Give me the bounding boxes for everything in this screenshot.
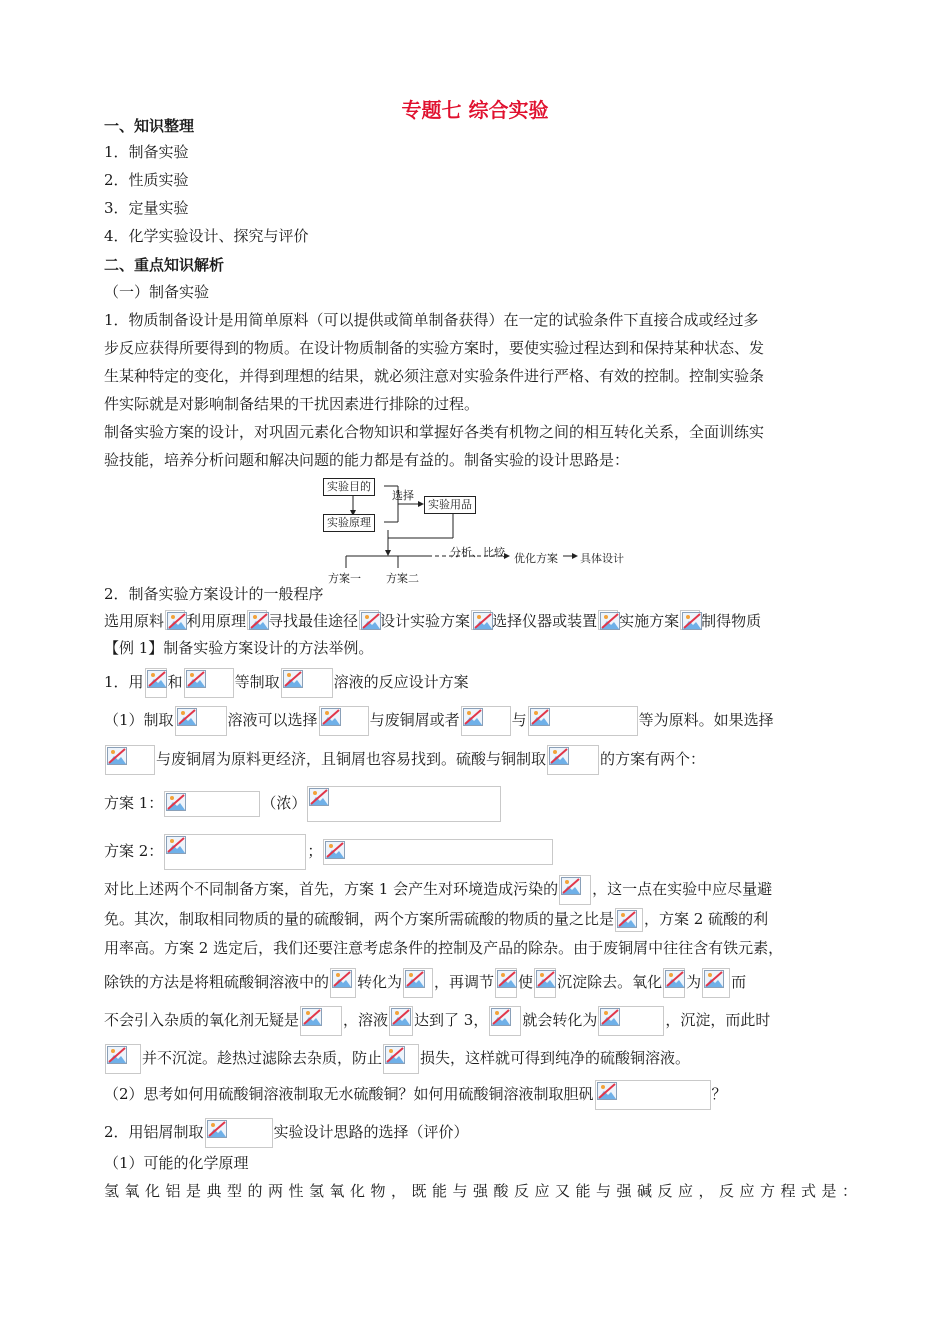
broken-image-icon bbox=[704, 970, 724, 988]
procedure-step: 寻找最佳途径 bbox=[268, 612, 359, 630]
text-fragment: ，这一点在实验中应尽量避 bbox=[592, 880, 773, 898]
text-fragment: 的方案有两个： bbox=[600, 750, 706, 768]
paragraph-line: 生某种特定的变化，并得到理想的结果，就必须注意对实验条件进行严格、有效的控制。控制实验条 bbox=[104, 367, 765, 385]
list-item: 2．性质实验 bbox=[104, 171, 189, 189]
broken-image-icon bbox=[283, 670, 303, 688]
broken-image-icon bbox=[167, 612, 187, 630]
text-fragment: 等制取 bbox=[234, 673, 280, 691]
paragraph-line bbox=[104, 875, 846, 905]
formula-image bbox=[389, 1006, 413, 1036]
broken-image-icon bbox=[186, 670, 206, 688]
broken-image-icon bbox=[207, 1120, 227, 1138]
paragraph-line: 验技能，培养分析问题和解决问题的能力都是有益的。制备实验的设计思路是： bbox=[104, 451, 630, 469]
formula-image bbox=[403, 968, 433, 998]
text-fragment: 转化为 bbox=[357, 973, 403, 991]
plan-label: 方案 1： bbox=[104, 794, 164, 812]
formula-image bbox=[702, 968, 730, 998]
formula-image bbox=[595, 1080, 711, 1110]
paragraph-line bbox=[104, 706, 846, 736]
text-fragment: （2）思考如何用硫酸铜溶液制取无水硫酸铜？如何用硫酸铜溶液制取胆矾 bbox=[104, 1085, 594, 1103]
text-fragment: 而 bbox=[731, 973, 747, 991]
broken-image-icon bbox=[107, 747, 127, 765]
broken-image-icon bbox=[385, 1046, 405, 1064]
arrow-image bbox=[680, 610, 700, 630]
formula-image bbox=[281, 668, 333, 698]
question-1-line bbox=[104, 668, 846, 698]
label-specific-design: 具体设计 bbox=[580, 552, 624, 565]
label-select: 选择 bbox=[392, 489, 414, 502]
procedure-step: 实施方案 bbox=[619, 612, 680, 630]
formula-image bbox=[615, 908, 643, 932]
broken-image-icon bbox=[321, 708, 341, 726]
paragraph-line: 步反应获得所要得到的物质。在设计物质制备的实验方案时，要使实验过程达到和保持某种状态、发 bbox=[104, 339, 765, 357]
text-fragment: ，再调节 bbox=[434, 973, 495, 991]
procedure-step: 制得物质 bbox=[701, 612, 762, 630]
procedure-steps bbox=[104, 610, 846, 631]
list-item: 3．定量实验 bbox=[104, 199, 189, 217]
broken-image-icon bbox=[463, 708, 483, 726]
formula-image bbox=[330, 968, 356, 998]
broken-image-icon bbox=[600, 612, 620, 630]
text-fragment: 为 bbox=[686, 973, 702, 991]
text-fragment: 等为原料。如果选择 bbox=[638, 711, 774, 729]
broken-image-icon bbox=[497, 970, 517, 988]
box-experiment-principle: 实验原理 bbox=[323, 514, 375, 532]
design-flow-diagram bbox=[318, 472, 638, 584]
formula-image bbox=[495, 968, 517, 998]
broken-image-icon bbox=[177, 708, 197, 726]
paragraph-line bbox=[104, 908, 846, 932]
section-heading-2: 二、重点知识解析 bbox=[104, 256, 225, 274]
paragraph-line: 件实际就是对影响制备结果的干扰因素进行排除的过程。 bbox=[104, 395, 480, 413]
text-fragment: 和 bbox=[167, 673, 183, 691]
procedure-step: 选择仪器或装置 bbox=[492, 612, 598, 630]
text-fragment: （浓） bbox=[261, 794, 307, 812]
label-plan-two: 方案二 bbox=[386, 572, 419, 585]
label-optimize-plan: 优化方案 bbox=[514, 552, 558, 565]
text-fragment: 溶液可以选择 bbox=[227, 711, 318, 729]
text-fragment: ，溶液 bbox=[343, 1011, 389, 1029]
paragraph-line bbox=[104, 1006, 846, 1036]
broken-image-icon bbox=[302, 1008, 322, 1026]
text-fragment: 实验设计思路的选择（评价） bbox=[273, 1123, 469, 1141]
text-fragment: 就会转化为 bbox=[522, 1011, 598, 1029]
broken-image-icon bbox=[107, 1046, 127, 1064]
broken-image-icon bbox=[561, 877, 581, 895]
broken-image-icon bbox=[665, 970, 685, 988]
text-fragment: ； bbox=[307, 842, 323, 860]
plan-1-line bbox=[104, 786, 846, 822]
list-item: 4．化学实验设计、探究与评价 bbox=[104, 227, 309, 245]
procedure-step: 设计实验方案 bbox=[380, 612, 471, 630]
text-fragment: 对比上述两个不同制备方案，首先，方案 1 会产生对环境造成污染的 bbox=[104, 880, 559, 898]
procedure-title: 2．制备实验方案设计的一般程序 bbox=[104, 585, 324, 603]
formula-image bbox=[663, 968, 685, 998]
broken-image-icon bbox=[309, 788, 329, 806]
text-fragment: ，沉淀，而此时 bbox=[665, 1011, 771, 1029]
equation-image bbox=[323, 839, 553, 865]
paragraph-line bbox=[104, 968, 846, 998]
broken-image-icon bbox=[600, 1008, 620, 1026]
procedure-step: 利用原理 bbox=[186, 612, 247, 630]
broken-image-icon bbox=[491, 1008, 511, 1026]
paragraph-line bbox=[104, 1044, 846, 1074]
subsection-heading: （1）可能的化学原理 bbox=[104, 1154, 249, 1172]
list-item: 1．制备实验 bbox=[104, 143, 189, 161]
question-2-line bbox=[104, 1080, 846, 1110]
plan-2-line bbox=[104, 834, 846, 870]
formula-image bbox=[175, 706, 227, 736]
broken-image-icon bbox=[597, 1082, 617, 1100]
text-fragment: 2．用铝屑制取 bbox=[104, 1123, 204, 1141]
section-heading-1: 一、知识整理 bbox=[104, 117, 195, 135]
text-fragment: 使 bbox=[518, 973, 534, 991]
label-analyze-compare: 分析、比较 bbox=[450, 546, 505, 559]
text-fragment: ，方案 2 硫酸的利 bbox=[644, 910, 769, 928]
arrow-image bbox=[165, 610, 185, 630]
equation-image bbox=[307, 786, 501, 822]
formula-image bbox=[319, 706, 369, 736]
text-fragment: 并不沉淀。趁热过滤除去杂质，防止 bbox=[142, 1049, 383, 1067]
arrow-image bbox=[471, 610, 491, 630]
text-fragment: 除铁的方法是将粗硫酸铜溶液中的 bbox=[104, 973, 330, 991]
text-fragment: 与 bbox=[511, 711, 527, 729]
paragraph-line bbox=[104, 745, 846, 775]
broken-image-icon bbox=[325, 841, 345, 859]
broken-image-icon bbox=[536, 970, 556, 988]
broken-image-icon bbox=[361, 612, 381, 630]
text-fragment: 溶液的反应设计方案 bbox=[333, 673, 469, 691]
paragraph-line: 氢氧化铝是典型的两性氢氧化物，既能与强酸反应又能与强碱反应，反应方程式是： bbox=[104, 1182, 863, 1200]
plan-label: 方案 2： bbox=[104, 842, 164, 860]
text-fragment: ？ bbox=[711, 1085, 727, 1103]
broken-image-icon bbox=[147, 670, 167, 688]
broken-image-icon bbox=[249, 612, 269, 630]
equation-image bbox=[164, 791, 260, 817]
text-fragment: 与废铜屑或者 bbox=[369, 711, 460, 729]
text-fragment: 1．用 bbox=[104, 673, 144, 691]
formula-image bbox=[383, 1044, 419, 1074]
paragraph-line: 制备实验方案的设计，对巩固元素化合物知识和掌握好各类有机物之间的相互转化关系，全面训练实 bbox=[104, 423, 765, 441]
text-fragment: 与废铜屑为原料更经济，且铜屑也容易找到。硫酸与铜制取 bbox=[156, 750, 547, 768]
subsection-heading: （一）制备实验 bbox=[104, 283, 210, 301]
text-fragment: 达到了 3， bbox=[414, 1011, 489, 1029]
broken-image-icon bbox=[617, 910, 637, 928]
arrow-image bbox=[247, 610, 267, 630]
formula-image bbox=[528, 706, 638, 736]
formula-image bbox=[461, 706, 511, 736]
text-fragment: 不会引入杂质的氧化剂无疑是 bbox=[104, 1011, 300, 1029]
formula-image bbox=[184, 668, 234, 698]
text-fragment: 沉淀除去。氧化 bbox=[557, 973, 663, 991]
broken-image-icon bbox=[530, 708, 550, 726]
broken-image-icon bbox=[405, 970, 425, 988]
example-heading: 【例 1】制备实验方案设计的方法举例。 bbox=[104, 639, 374, 657]
label-plan-one: 方案一 bbox=[328, 572, 361, 585]
broken-image-icon bbox=[473, 612, 493, 630]
text-fragment: 免。其次，制取相同物质的量的硫酸铜，两个方案所需硫酸的物质的量之比是 bbox=[104, 910, 615, 928]
procedure-step: 选用原料 bbox=[104, 612, 165, 630]
arrow-image bbox=[359, 610, 379, 630]
paragraph-line: 1．物质制备设计是用简单原料（可以提供或简单制备获得）在一定的试验条件下直接合成或经过多 bbox=[104, 311, 759, 329]
equation-image bbox=[164, 834, 306, 870]
broken-image-icon bbox=[682, 612, 702, 630]
formula-image bbox=[489, 1006, 521, 1036]
formula-image bbox=[534, 968, 556, 998]
formula-image bbox=[547, 745, 599, 775]
question-3-line bbox=[104, 1118, 846, 1148]
broken-image-icon bbox=[332, 970, 352, 988]
broken-image-icon bbox=[166, 836, 186, 854]
formula-image bbox=[205, 1118, 273, 1148]
arrow-image bbox=[598, 610, 618, 630]
broken-image-icon bbox=[166, 793, 186, 811]
formula-image bbox=[300, 1006, 342, 1036]
broken-image-icon bbox=[549, 747, 569, 765]
text-fragment: 损失，这样就可得到纯净的硫酸铜溶液。 bbox=[420, 1049, 691, 1067]
page-title: 专题七 综合实验 bbox=[401, 98, 549, 122]
box-experiment-purpose: 实验目的 bbox=[323, 478, 375, 496]
broken-image-icon bbox=[391, 1008, 411, 1026]
formula-image bbox=[105, 1044, 141, 1074]
box-experiment-supplies: 实验用品 bbox=[424, 496, 476, 514]
formula-image bbox=[598, 1006, 664, 1036]
formula-image bbox=[105, 745, 155, 775]
text-fragment: （1）制取 bbox=[104, 711, 174, 729]
paragraph-line: 用率高。方案 2 选定后，我们还要注意考虑条件的控制及产品的除杂。由于废铜屑中往往含有铁元素， bbox=[104, 939, 784, 957]
formula-image bbox=[559, 875, 591, 905]
formula-image bbox=[145, 668, 167, 698]
